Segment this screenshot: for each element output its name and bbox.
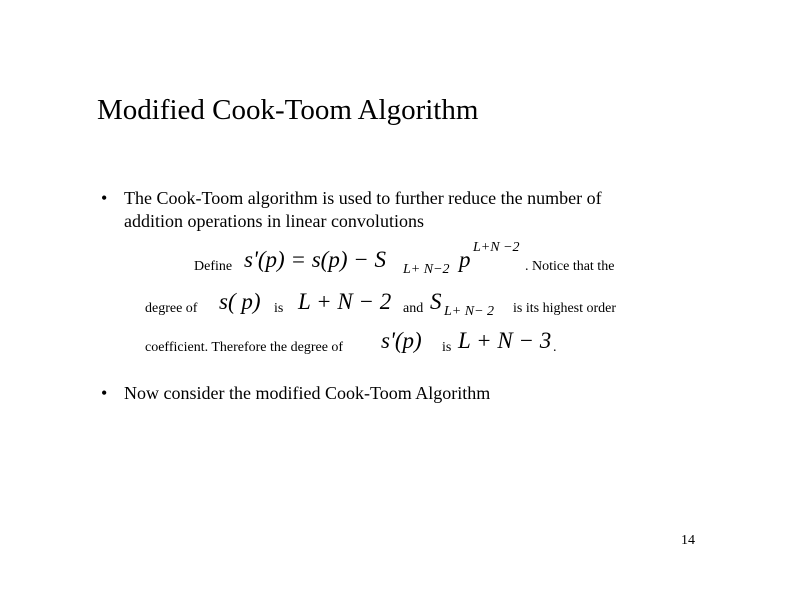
equation-lhs: s'(p) = s(p) − S xyxy=(244,247,386,272)
degree-of-label: degree of xyxy=(145,301,198,316)
is-label-2: is xyxy=(442,340,452,355)
equation-subscript: L+ N−2 xyxy=(403,262,450,277)
notice-text: . Notice that the xyxy=(525,259,615,274)
equation-superscript: L+N −2 xyxy=(473,240,520,255)
degree-expression-2: L + N − 3 xyxy=(458,328,552,353)
s-prime-of-p: s'(p) xyxy=(381,328,422,353)
bullet-marker-2: • xyxy=(101,383,108,403)
coefficient-text: coefficient. Therefore the degree of xyxy=(145,340,344,355)
bullet-marker-1: • xyxy=(101,188,108,208)
equation-p: p xyxy=(459,247,471,272)
page-number: 14 xyxy=(681,533,695,548)
s-of-p: s( p) xyxy=(219,289,261,314)
period: . xyxy=(553,340,557,355)
coefficient-S: S xyxy=(430,289,442,314)
bullet-1-line-2: addition operations in linear convolutions xyxy=(124,211,424,231)
highest-order-text: is its highest order xyxy=(513,301,617,316)
slide-title: Modified Cook-Toom Algorithm xyxy=(97,94,479,126)
bullet-2-line-1: Now consider the modified Cook-Toom Algorithm xyxy=(124,383,491,403)
define-label: Define xyxy=(194,259,233,274)
and-label: and xyxy=(403,301,424,316)
is-label-1: is xyxy=(274,301,284,316)
bullet-1-line-1: The Cook-Toom algorithm is used to further reduce the number of xyxy=(124,188,602,208)
coefficient-subscript: L+ N− 2 xyxy=(444,304,495,319)
degree-expression: L + N − 2 xyxy=(298,289,392,314)
